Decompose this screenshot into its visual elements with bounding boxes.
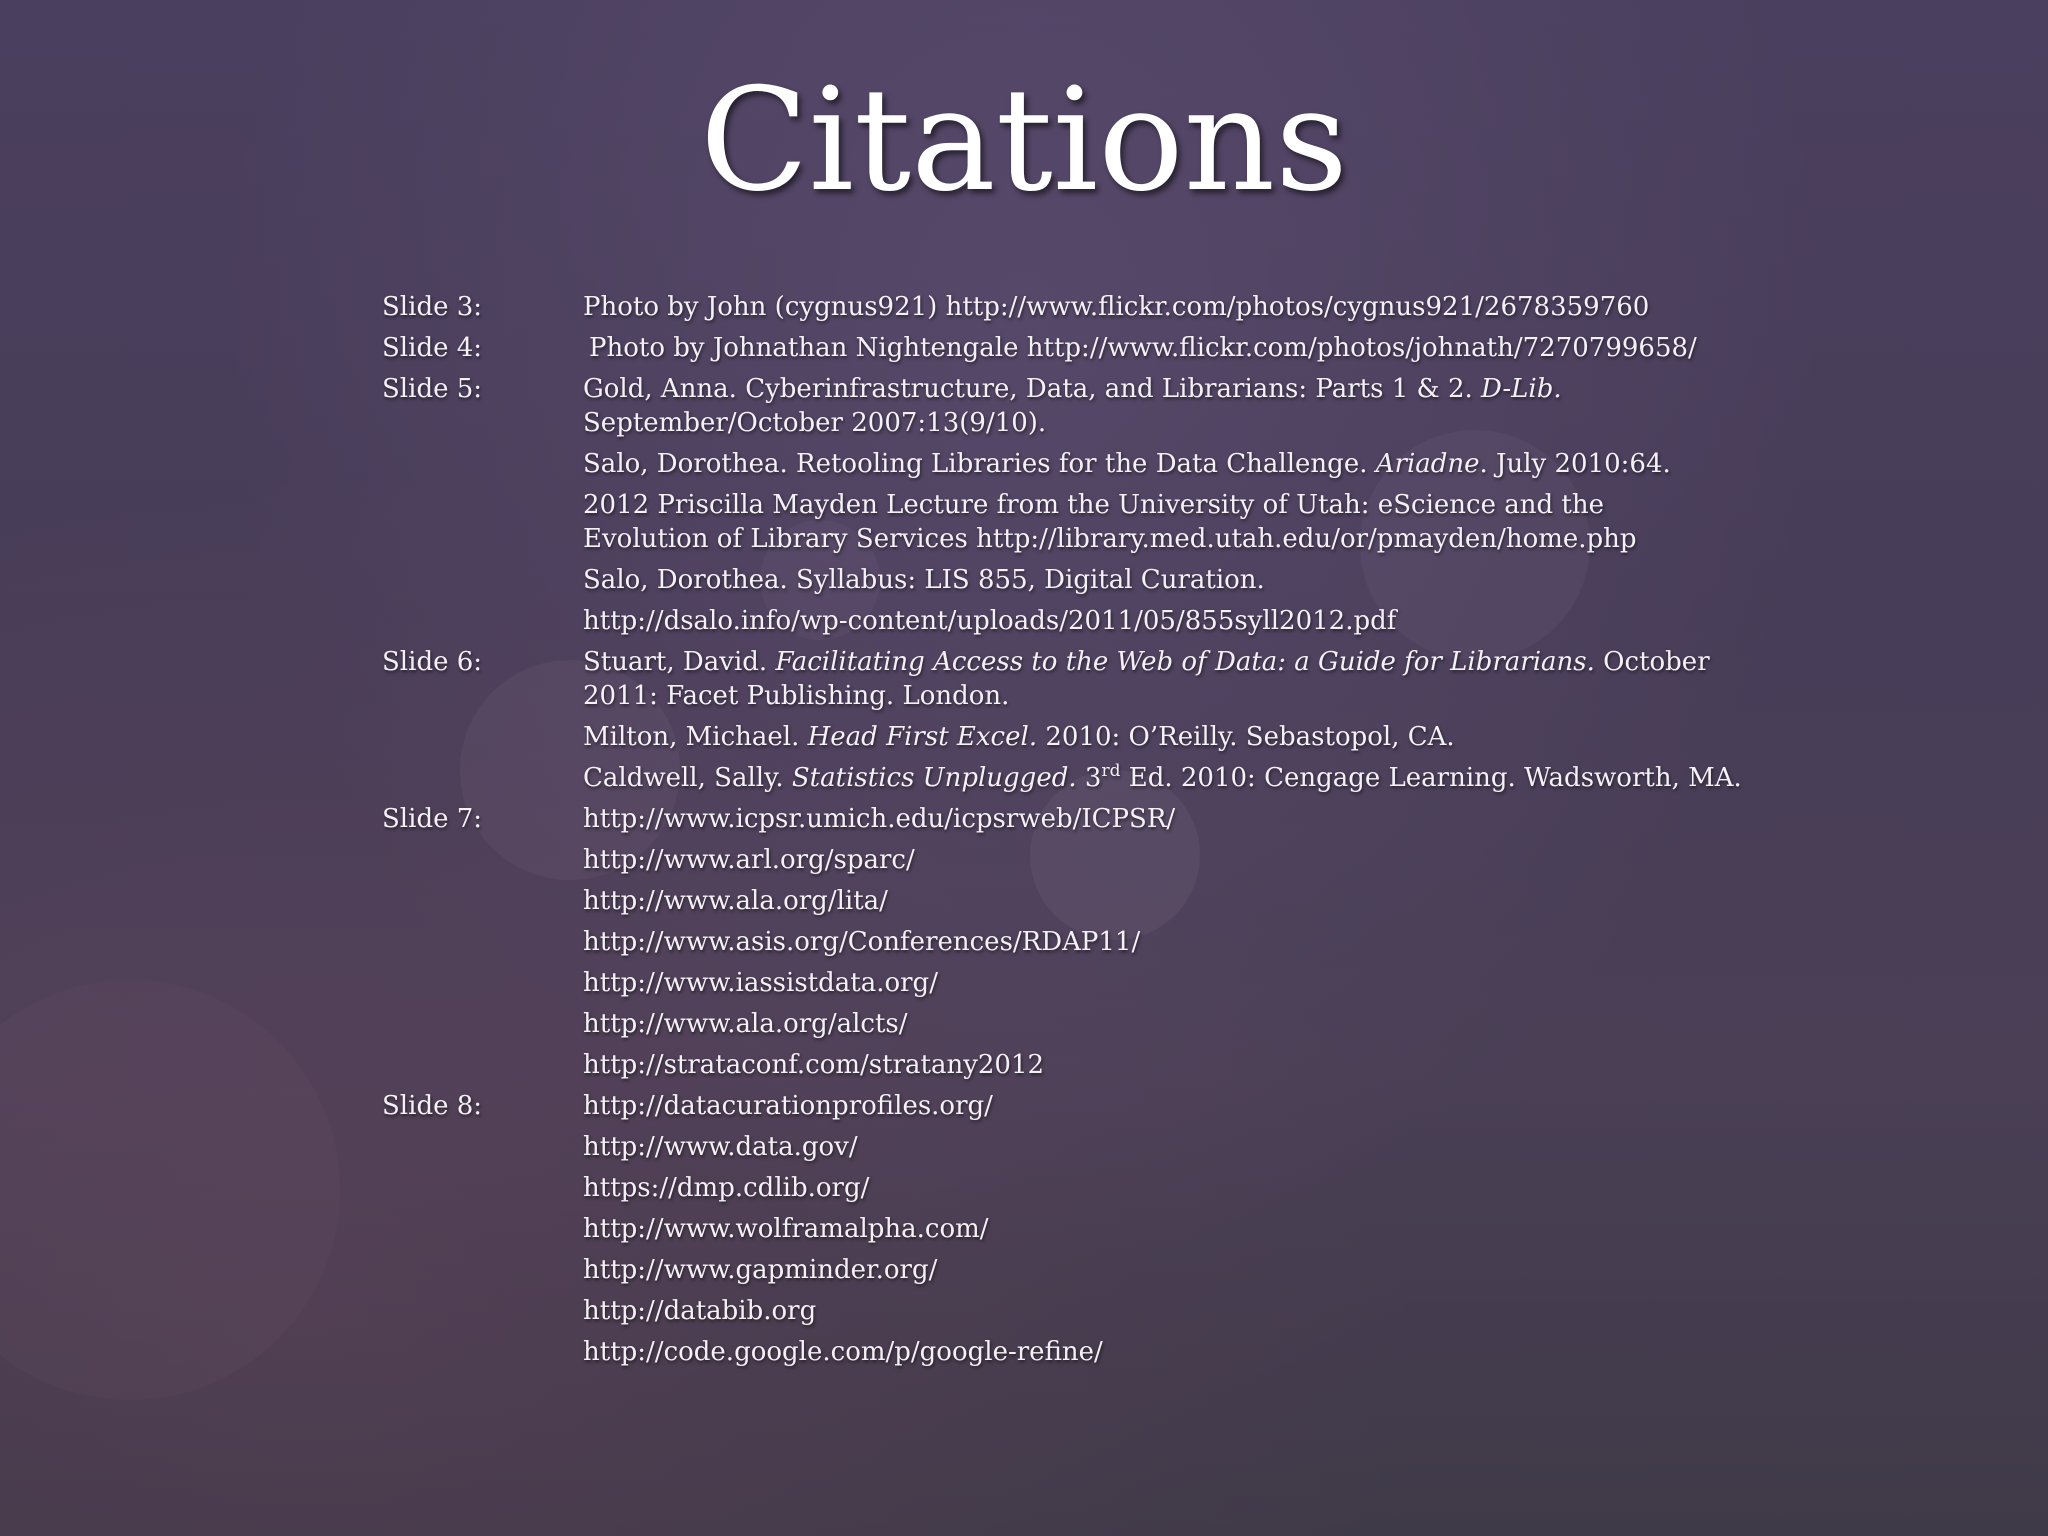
citation-group-slide-4: [382, 331, 1697, 372]
citation-refs: [583, 372, 1682, 645]
citation-item: http://www.gapminder.org/: [583, 1255, 938, 1285]
citation-text: September/October 2007:13(9/10).: [583, 408, 1047, 438]
citation-item: 2012 Priscilla Mayden Lecture from the University of Utah: eScience and the Evolution of Library Services http://library.med.utah.edu/or/pmayden/home.php: [583, 490, 1637, 554]
citation-book-title: Head First Excel.: [807, 722, 1038, 752]
citation-group-slide-5: [382, 372, 1682, 645]
citation-item: http://dsalo.info/wp-content/uploads/2011/05/855syll2012.pdf: [583, 606, 1397, 636]
citation-item: [583, 761, 1742, 795]
citation-item: [583, 372, 1682, 440]
citation-item: Photo by John (cygnus921) http://www.flickr.com/photos/cygnus921/2678359760: [583, 292, 1650, 322]
citation-text: . July 2010:64.: [1479, 449, 1671, 479]
citation-text: October 2011: Facet Publishing. London.: [583, 647, 1710, 711]
citation-refs: [583, 290, 1682, 331]
citation-item: http://www.data.gov/: [583, 1132, 858, 1162]
citation-item: http://strataconf.com/stratany2012: [583, 1050, 1045, 1080]
citation-item: http://www.ala.org/alcts/: [583, 1009, 908, 1039]
citation-item: https://dmp.cdlib.org/: [583, 1173, 870, 1203]
citation-text: Gold, Anna. Cyberinfrastructure, Data, and Librarians: Parts 1 & 2.: [583, 374, 1482, 404]
citation-text: Ed. 2010: Cengage Learning. Wadsworth, MA.: [1120, 763, 1742, 793]
citation-item: http://code.google.com/p/google-refine/: [583, 1337, 1103, 1367]
citation-book-title: Facilitating Access to the Web of Data: a Guide for Librarians.: [775, 647, 1595, 677]
citation-text: 2010: O’Reilly. Sebastopol, CA.: [1037, 722, 1455, 752]
slide-label: Slide 3:: [382, 292, 483, 322]
citation-item: http://www.icpsr.umich.edu/icpsrweb/ICPSR/: [583, 804, 1176, 834]
citation-refs: [583, 1089, 1682, 1376]
citation-item: http://www.asis.org/Conferences/RDAP11/: [583, 927, 1141, 957]
citation-journal: Ariadne: [1375, 449, 1480, 479]
citations-list: [382, 290, 1742, 1376]
citation-item: http://databib.org: [583, 1296, 817, 1326]
citation-item: http://www.arl.org/sparc/: [583, 845, 915, 875]
citation-item: [583, 645, 1742, 713]
citation-item: http://www.iassistdata.org/: [583, 968, 938, 998]
citation-item: Photo by Johnathan Nightengale http://www.flickr.com/photos/johnath/7270799658/: [589, 333, 1697, 363]
citation-item: http://www.wolframalpha.com/: [583, 1214, 989, 1244]
citation-refs: [583, 331, 1697, 372]
citation-book-title: Statistics Unplugged.: [791, 763, 1077, 793]
slide-label: Slide 5:: [382, 374, 483, 404]
background-bokeh: [0, 980, 340, 1400]
citation-group-slide-6: [382, 645, 1742, 802]
citation-text: Stuart, David.: [583, 647, 776, 677]
citation-refs: [583, 802, 1682, 1089]
citation-text: Caldwell, Sally.: [583, 763, 792, 793]
citation-text: 3: [1076, 763, 1102, 793]
slide-label: Slide 8:: [382, 1091, 483, 1121]
citation-text: Milton, Michael.: [583, 722, 808, 752]
citation-group-slide-8: [382, 1089, 1682, 1376]
citation-journal: D-Lib.: [1481, 374, 1562, 404]
citation-superscript: rd: [1101, 761, 1121, 781]
citation-item: http://www.ala.org/lita/: [583, 886, 888, 916]
slide-label: Slide 7:: [382, 804, 483, 834]
slide-title: Citations: [699, 58, 1349, 223]
slide-label: Slide 4:: [382, 333, 483, 363]
citation-item: [583, 447, 1682, 481]
citation-group-slide-7: [382, 802, 1682, 1089]
slide-label: Slide 6:: [382, 647, 483, 677]
citation-text: Salo, Dorothea. Retooling Libraries for the Data Challenge.: [583, 449, 1376, 479]
citation-refs: [583, 645, 1742, 802]
citation-item: http://datacurationprofiles.org/: [583, 1091, 993, 1121]
citation-item: Salo, Dorothea. Syllabus: LIS 855, Digital Curation.: [583, 565, 1265, 595]
citation-group-slide-3: [382, 290, 1682, 331]
citation-item: [583, 720, 1742, 754]
